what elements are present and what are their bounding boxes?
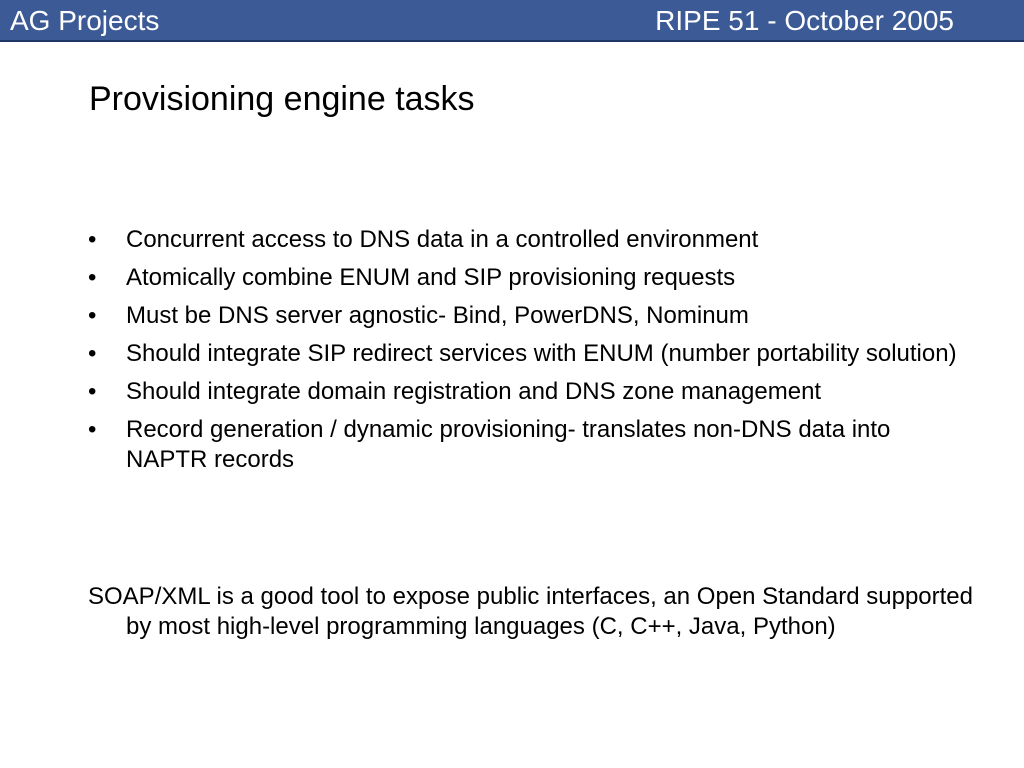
bullet-item	[88, 377, 968, 407]
bullet-text: Must be DNS server agnostic- Bind, PowerDNS, Nominum	[126, 302, 749, 329]
bullet-icon: •	[88, 416, 97, 443]
bullet-icon: •	[88, 378, 97, 405]
bullet-item	[88, 263, 968, 293]
closing-note: SOAP/XML is a good tool to expose public interfaces, an Open Standard supported by most high-level programming languages (C, C++, Java, Python)	[88, 583, 973, 640]
bullet-text: Should integrate SIP redirect services with ENUM (number portability solution)	[126, 340, 957, 367]
bullet-text: Concurrent access to DNS data in a controlled environment	[126, 226, 759, 253]
bullet-icon: •	[88, 340, 97, 367]
bullet-item	[88, 339, 968, 369]
header-organization: AG Projects	[10, 5, 160, 36]
bullet-icon: •	[88, 226, 97, 253]
bullet-icon: •	[88, 302, 97, 329]
slide-title: Provisioning engine tasks	[89, 80, 475, 118]
bullet-text: Atomically combine ENUM and SIP provisioning requests	[126, 264, 736, 291]
bullet-list	[88, 225, 968, 483]
bullet-icon: •	[88, 264, 97, 291]
header-bar	[0, 0, 1024, 42]
bullet-item	[88, 225, 968, 255]
bullet-text: Should integrate domain registration and DNS zone management	[126, 378, 822, 405]
header-event-date: RIPE 51 - October 2005	[655, 5, 954, 36]
bullet-item	[88, 301, 968, 331]
bullet-item	[88, 415, 968, 475]
bullet-text: Record generation / dynamic provisioning- translates non-DNS data into NAPTR records	[126, 416, 891, 473]
